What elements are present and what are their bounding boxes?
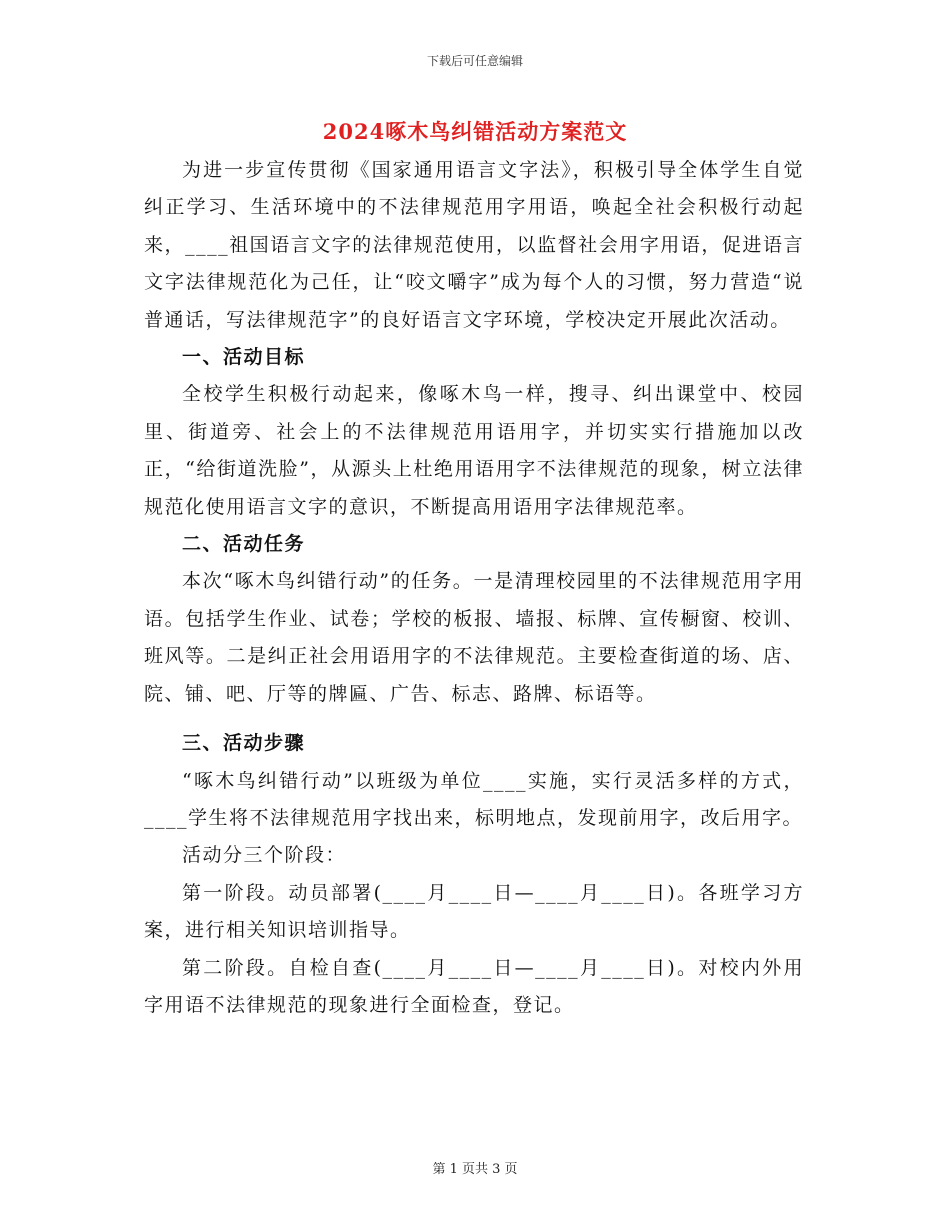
page-footer: 第 1 页共 3 页 (432, 1162, 518, 1177)
goals-paragraph: 全校学生积极行动起来，像啄木鸟一样，搜寻、纠出课堂中、校园里、街道旁、社会上的不法律规范用语用字，并切实实行措施加以改正，“给街道洗脸”，从源头上杜绝用语用字不法律规范的现象，树立法律规范化使用语言文字的意识，不断提高用语用字法律规范率。 (144, 383, 804, 518)
header-note: 下载后可任意编辑 (426, 54, 523, 68)
section-heading-steps: 三、活动步骤 (182, 732, 306, 755)
document-body (144, 152, 804, 1024)
stage-2-paragraph: 第二阶段。自检自查(____月____日—____月____日)。对校内外用字用语不法律规范的现象进行全面检查，登记。 (144, 956, 804, 1016)
intro-paragraph: 为进一步宣传贯彻《国家通用语言文字法》，积极引导全体学生自觉纠正学习、生活环境中的不法律规范用字用语，唤起全社会积极行动起来，____祖国语言文字的法律规范使用，以监督社会用字用语，促进语言文字法律规范化为己任，让“咬文嚼字”成为每个人的习惯，努力营造“说普通话，写法律规范字”的良好语言文字环境，学校决定开展此次活动。 (144, 159, 804, 331)
document-title: 2024啄木鸟纠错活动方案范文 (322, 119, 628, 144)
section-heading-tasks: 二、活动任务 (182, 533, 306, 556)
section-heading-goals: 一、活动目标 (182, 346, 306, 369)
stage-1-paragraph: 第一阶段。动员部署(____月____日—____月____日)。各班学习方案，进行相关知识培训指导。 (144, 881, 804, 942)
steps-paragraph: “啄木鸟纠错行动”以班级为单位____实施，实行灵活多样的方式，____学生将不法律规范用字找出来，标明地点，发现前用字，改后用字。 (144, 769, 804, 829)
tasks-paragraph: 本次“啄木鸟纠错行动”的任务。一是清理校园里的不法律规范用字用语。包括学生作业、试卷；学校的板报、墙报、标牌、宣传橱窗、校训、班风等。二是纠正社会用语用字的不法律规范。主要检查街道的场、店、院、铺、吧、厅等的牌匾、广告、标志、路牌、标语等。 (144, 570, 804, 705)
stages-intro: 活动分三个阶段： (182, 844, 347, 867)
